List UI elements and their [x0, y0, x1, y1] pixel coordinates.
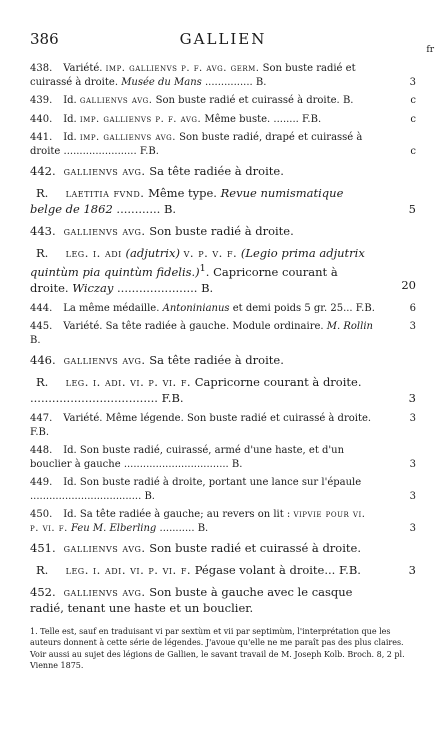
page-header — [30, 30, 416, 52]
coin-legend: gallienvs avg. — [63, 164, 146, 178]
catalog-entry-reverse: R. leg. i. adi. vi. p. vi. f. Capricorne courant à droite. ................................... F.B. 3 — [30, 375, 416, 406]
rarity: 6 — [409, 302, 416, 314]
catalog-entry-442: 442. gallienvs avg. Sa tête radiée à droite. — [30, 164, 284, 178]
catalog-entry-441: 441. Id. imp. gallienvs avg. Son buste radié, drapé et cuirassé à droite ....................... F.B. c — [30, 132, 416, 157]
footnote-ref: 1 — [199, 263, 206, 274]
catalog-entry-446: 446. gallienvs avg. Sa tête radiée à droite. — [30, 353, 284, 368]
grade: F.B. — [30, 426, 50, 438]
grade: B. — [231, 458, 243, 470]
grade: F.B. — [161, 391, 184, 406]
rarity: 5 — [408, 202, 416, 216]
grade: B. — [255, 76, 267, 88]
grade: B. — [144, 490, 155, 502]
grade: F.B. — [338, 563, 361, 578]
grade: F.B. — [302, 113, 322, 125]
catalog-entry-452: 452. gallienvs avg. Son buste à gauche avec le casque radié, tenant une haste et un bouclier. — [30, 585, 353, 616]
coin-legend: gallienvs avg. — [63, 353, 146, 368]
footnote: 1. Telle est, sauf en traduisant vi par sextùm et vii par septimùm, l'interprétation que les auteurs donnent à cette série de légendes. J'avoue qu'elle ne me paraît pas des plus claires. — [30, 627, 404, 647]
margin-mark: fr — [426, 45, 434, 55]
rarity: c — [410, 145, 416, 157]
reverse-mark: R. — [36, 375, 49, 390]
coin-legend: gallienvs avg. — [63, 585, 146, 600]
reverse-mark: R. — [36, 563, 49, 578]
footnote: Voir aussi au sujet des légions de Gallien, le savant travail de M. Joseph Kolb. Broch. 8, 2 pl. Vienne 1875. — [30, 650, 405, 670]
grade: F.B. — [355, 302, 375, 314]
rarity: 3 — [408, 391, 416, 406]
grade: B. — [342, 95, 354, 106]
rarity: 20 — [401, 278, 416, 292]
footnotes — [30, 627, 416, 673]
rarity: 3 — [409, 321, 416, 333]
source: Wiczay — [72, 280, 114, 295]
coin-legend: gallienvs avg. — [79, 95, 153, 106]
coin-legend: leg. i. adi. vi. p. vi. f. — [65, 563, 192, 578]
rarity: 3 — [409, 490, 416, 502]
rarity: 3 — [408, 563, 416, 578]
reverse-mark: R. — [36, 246, 49, 260]
catalog-entry-443: 443. gallienvs avg. Son buste radié à droite. — [30, 224, 294, 238]
coin-legend: v. p. v. f. — [183, 246, 238, 260]
rarity: 3 — [409, 76, 416, 88]
catalog-entries — [30, 62, 416, 622]
running-title: GALLIEN — [179, 30, 267, 48]
rarity: 3 — [409, 413, 416, 425]
coin-legend: leg. i. adi. vi. p. vi. f. — [65, 375, 192, 390]
coin-legend: imp. gallienvs p. f. avg. germ. — [105, 63, 260, 74]
rarity: c — [410, 95, 416, 106]
rarity: 3 — [409, 458, 416, 470]
coin-legend: gallienvs avg. — [63, 224, 146, 238]
catalog-entry-440: 440. Id. imp. gallienvs p. f. avg. Même buste. ........ F.B. c — [30, 113, 416, 125]
catalog-entry-reverse: R. leg. i. adi (adjutrix) v. p. v. f. (Legio prima adjutrix quintùm pia quintùm fidelis.)$^1$. Capricorne courant à droite. Wiczay ...................... B. 20 — [30, 246, 416, 295]
source: M. Rollin — [326, 321, 373, 333]
rarity: c — [410, 113, 416, 125]
grade: B. — [197, 522, 209, 534]
page-number: 386 — [30, 30, 59, 48]
catalog-entry-445: 445. Variété. Sa tête radiée à gauche. Module ordinaire. M. Rollin B. 3 — [30, 321, 416, 346]
catalog-entry-450: 450. Id. Sa tête radiée à gauche; au revers on lit : vipvie pour vi. p. vi. f. Feu M. Elberling ........... B. 3 — [30, 509, 416, 534]
catalog-entry-reverse: R. leg. i. adi. vi. p. vi. f. Pégase volant à droite... F.B. 3 — [30, 562, 416, 578]
catalog-entry-438: 438. Variété. imp. gallienvs p. f. avg. germ. Son buste radié et cuirassé à droite. Musée du Mans ............... B. 3 — [30, 63, 416, 88]
coin-legend: imp. gallienvs avg. — [79, 132, 176, 143]
coin-legend: leg. i. adi — [65, 246, 122, 260]
catalog-entry-reverse: R. laetitia fvnd. Même type. Revue numismatique belge de 1862 ............ B. 5 — [30, 186, 416, 216]
reverse-mark: R. — [36, 186, 49, 200]
source: Revue numismatique belge de 1862 — [30, 186, 344, 216]
grade: B. — [201, 280, 214, 295]
grade: B. — [163, 202, 177, 216]
coin-legend: imp. gallienvs p. f. avg. — [79, 113, 202, 125]
catalog-entry-451: 451. gallienvs avg. Son buste radié et cuirassé à droite. — [30, 541, 361, 556]
coin-legend: laetitia fvnd. — [65, 186, 145, 200]
source: Musée du Mans — [121, 76, 202, 88]
rarity: 3 — [409, 522, 416, 534]
grade: F.B. — [139, 145, 159, 157]
coin-legend: vipvie pour vi. p. vi. f. — [30, 509, 366, 534]
catalog-entry-439: 439. Id. gallienvs avg. Son buste radié et cuirassé à droite. B. c — [30, 95, 416, 106]
coin-legend: gallienvs avg. — [63, 541, 146, 556]
catalog-entry-447: 447. Variété. Même légende. Son buste radié et cuirassé à droite. F.B. 3 — [30, 413, 416, 438]
source: Feu M. Elberling — [70, 522, 157, 534]
catalog-entry-444: 444. La même médaille. Antoninianus et demi poids 5 gr. 25... F.B. 6 — [30, 302, 416, 314]
grade: B. — [30, 334, 41, 346]
catalog-entry-448: 448. Id. Son buste radié, cuirassé, armé d'une haste, et d'un bouclier à gauche ................................. B. 3 — [30, 445, 416, 470]
catalog-entry-449: 449. Id. Son buste radié à droite, portant une lance sur l'épaule ................................... B. 3 — [30, 477, 416, 502]
